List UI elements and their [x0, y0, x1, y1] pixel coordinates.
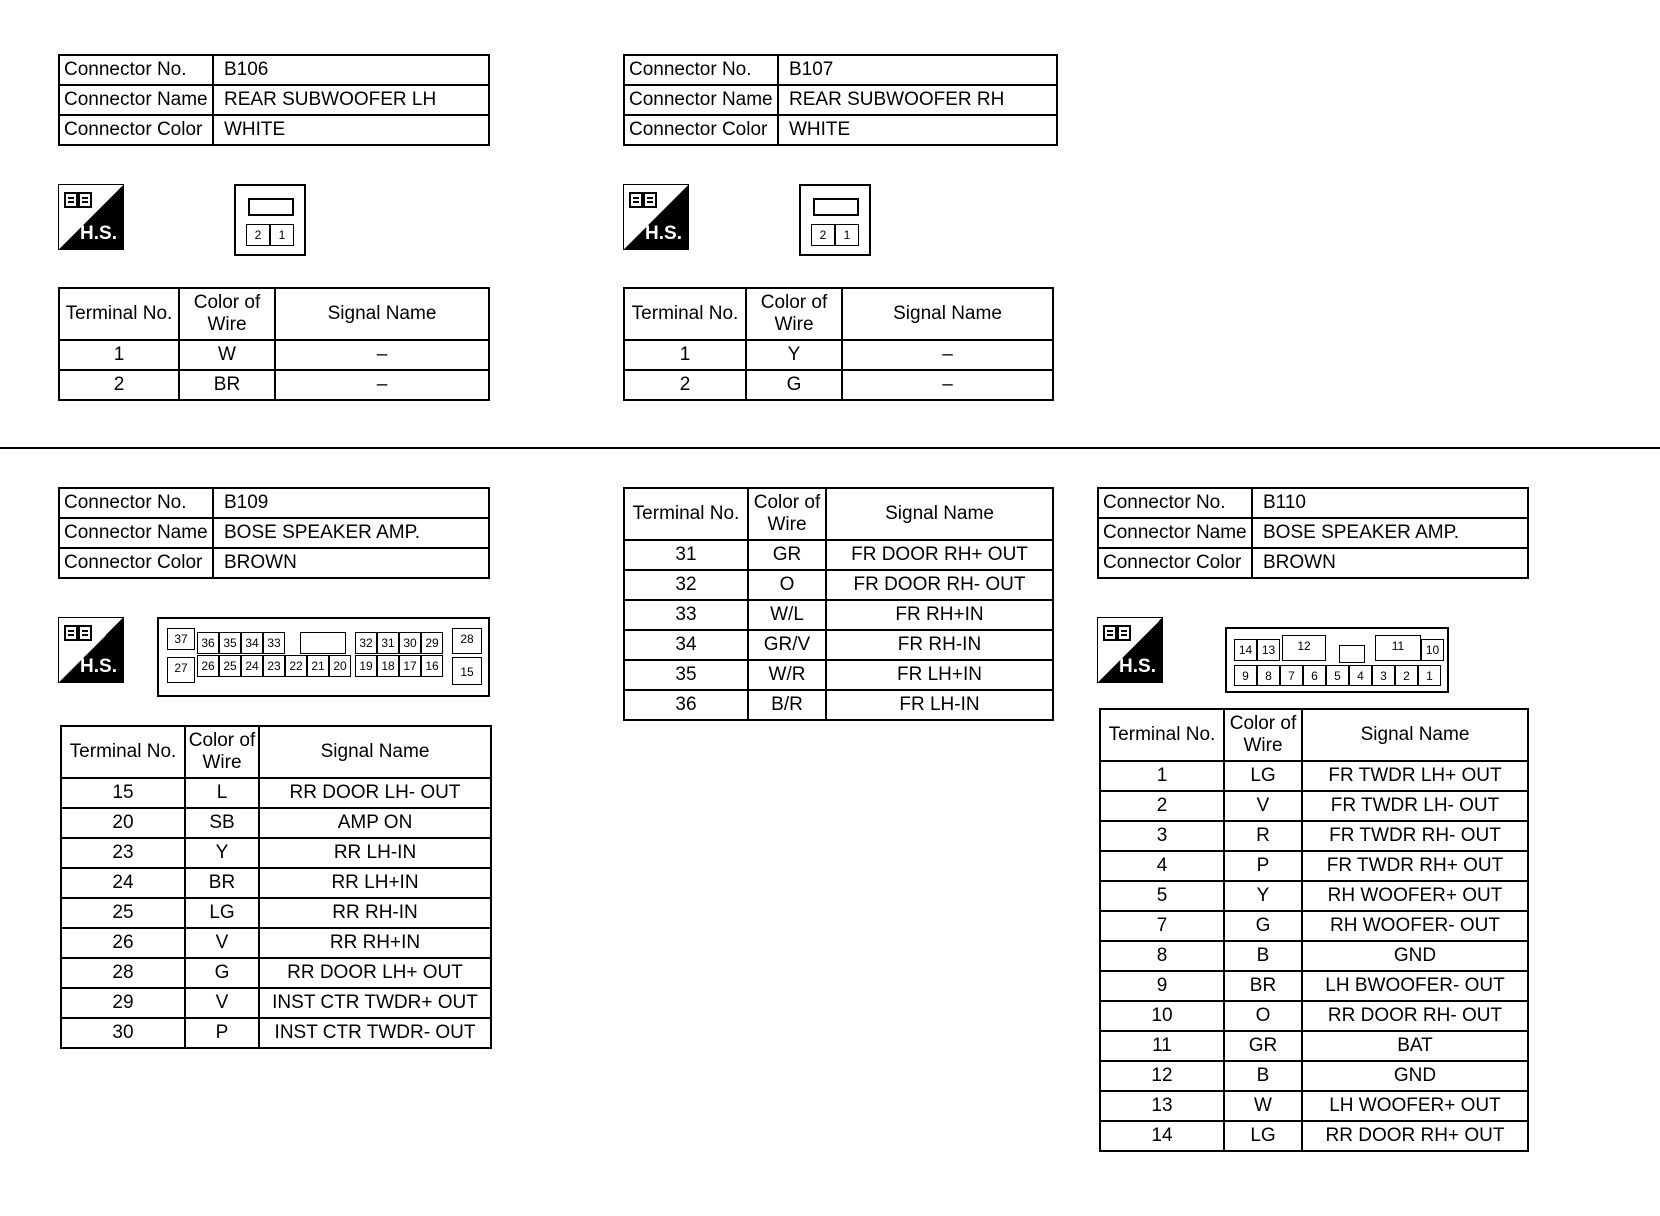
wire-color: B: [1224, 941, 1302, 971]
terminal-no: 2: [59, 370, 179, 400]
terminal-no: 28: [61, 958, 185, 988]
terminal-no: 8: [1100, 941, 1224, 971]
table-row: [624, 370, 1053, 400]
header-terminal-no: Terminal No.: [61, 726, 185, 778]
header-signal-name: Signal Name: [1302, 709, 1528, 761]
header-terminal-no: Terminal No.: [1100, 709, 1224, 761]
table-row: [624, 660, 1053, 690]
terminal-no: 12: [1100, 1061, 1224, 1091]
table-row: [1100, 1091, 1528, 1121]
b107-pin: 1: [835, 224, 859, 246]
terminal-no: 3: [1100, 821, 1224, 851]
signal-name: BAT: [1302, 1031, 1528, 1061]
terminal-no: 11: [1100, 1031, 1224, 1061]
b106-pin: 2: [246, 224, 270, 246]
wire-color: O: [1224, 1001, 1302, 1031]
label-connector-color: Connector Color: [1098, 548, 1252, 578]
label-connector-color: Connector Color: [624, 115, 778, 145]
b110-pin: 6: [1303, 665, 1326, 686]
b107-color: WHITE: [778, 115, 1057, 145]
b109-pin: 22: [285, 655, 307, 677]
b110-pin: 4: [1349, 665, 1372, 686]
table-row: [1100, 911, 1528, 941]
connector-glyph-icon: [64, 190, 96, 216]
table-row: [61, 988, 491, 1018]
b109-pin: 34: [241, 632, 263, 654]
wire-color: BR: [179, 370, 275, 400]
signal-name: FR DOOR RH+ OUT: [826, 540, 1053, 570]
table-row: [624, 570, 1053, 600]
label-connector-no: Connector No.: [59, 488, 213, 518]
b109-pin: 32: [355, 632, 377, 654]
terminal-no: 31: [624, 540, 748, 570]
b109-pin: 20: [329, 655, 351, 677]
signal-name: FR TWDR RH- OUT: [1302, 821, 1528, 851]
hs-label: H.S.: [80, 223, 117, 244]
b109-pin: 19: [355, 655, 377, 677]
signal-name: RR LH-IN: [259, 838, 491, 868]
signal-name: AMP ON: [259, 808, 491, 838]
terminal-no: 32: [624, 570, 748, 600]
wire-color: G: [746, 370, 842, 400]
wire-color: GR: [1224, 1031, 1302, 1061]
hs-label: H.S.: [645, 223, 682, 244]
b109-terminal-table-continued: [623, 487, 1054, 721]
table-row: [61, 778, 491, 808]
wire-color: BR: [185, 868, 259, 898]
signal-name: FR LH+IN: [826, 660, 1053, 690]
b109-pin: 27: [167, 657, 195, 683]
label-connector-no: Connector No.: [1098, 488, 1252, 518]
signal-name: RR LH+IN: [259, 868, 491, 898]
b109-pin: 26: [197, 655, 219, 677]
terminal-no: 5: [1100, 881, 1224, 911]
connector-glyph-icon: [629, 190, 661, 216]
signal-name: GND: [1302, 1061, 1528, 1091]
terminal-no: 1: [624, 340, 746, 370]
signal-name: LH BWOOFER- OUT: [1302, 971, 1528, 1001]
b109-pin: 30: [399, 632, 421, 654]
signal-name: RR RH-IN: [259, 898, 491, 928]
table-row: [1100, 1121, 1528, 1151]
b110-terminal-table: [1099, 708, 1529, 1152]
wire-color: P: [1224, 851, 1302, 881]
b106-terminal-table: [58, 287, 490, 401]
table-row: [1100, 881, 1528, 911]
header-signal-name: Signal Name: [826, 488, 1053, 540]
signal-name: RR DOOR LH+ OUT: [259, 958, 491, 988]
header-signal-name: Signal Name: [259, 726, 491, 778]
b110-pin: 13: [1257, 639, 1280, 661]
table-row: [1100, 761, 1528, 791]
header-terminal-no: Terminal No.: [624, 488, 748, 540]
b109-pin: 17: [399, 655, 421, 677]
header-color-of-wire: Color of Wire: [1224, 709, 1302, 761]
table-row: [61, 928, 491, 958]
table-row: [61, 808, 491, 838]
signal-name: –: [842, 370, 1053, 400]
b109-pin: 16: [421, 655, 443, 677]
terminal-no: 4: [1100, 851, 1224, 881]
b110-pin: 3: [1372, 665, 1395, 686]
signal-name: –: [275, 370, 489, 400]
b110-name: BOSE SPEAKER AMP.: [1252, 518, 1528, 548]
b109-pin: 28: [452, 628, 482, 654]
wire-color: GR: [748, 540, 826, 570]
b109-connector-face: [157, 617, 490, 697]
b107-pin: 2: [811, 224, 835, 246]
signal-name: FR TWDR RH+ OUT: [1302, 851, 1528, 881]
signal-name: RR DOOR RH+ OUT: [1302, 1121, 1528, 1151]
signal-name: –: [842, 340, 1053, 370]
wire-color: V: [185, 988, 259, 1018]
header-terminal-no: Terminal No.: [59, 288, 179, 340]
wire-color: G: [185, 958, 259, 988]
terminal-no: 13: [1100, 1091, 1224, 1121]
wire-color: Y: [1224, 881, 1302, 911]
b109-pin: 18: [377, 655, 399, 677]
b110-pin: 14: [1234, 639, 1257, 661]
b107-connector-info: [623, 54, 1058, 146]
b106-name: REAR SUBWOOFER LH: [213, 85, 489, 115]
wire-color: B: [1224, 1061, 1302, 1091]
b109-name: BOSE SPEAKER AMP.: [213, 518, 489, 548]
b109-pin: 31: [377, 632, 399, 654]
signal-name: INST CTR TWDR- OUT: [259, 1018, 491, 1048]
table-row: [1100, 1031, 1528, 1061]
label-connector-name: Connector Name: [1098, 518, 1252, 548]
signal-name: FR LH-IN: [826, 690, 1053, 720]
table-row: [1100, 821, 1528, 851]
terminal-no: 1: [1100, 761, 1224, 791]
wire-color: LG: [185, 898, 259, 928]
wire-color: O: [748, 570, 826, 600]
terminal-no: 1: [59, 340, 179, 370]
b106-connector-face: [234, 184, 306, 256]
wire-color: Y: [746, 340, 842, 370]
b110-pin: 5: [1326, 665, 1349, 686]
signal-name: RH WOOFER+ OUT: [1302, 881, 1528, 911]
wire-color: P: [185, 1018, 259, 1048]
table-row: [59, 340, 489, 370]
signal-name: RR DOOR LH- OUT: [259, 778, 491, 808]
wire-color: R: [1224, 821, 1302, 851]
b110-pin: 2: [1395, 665, 1418, 686]
wire-color: W/R: [748, 660, 826, 690]
label-connector-no: Connector No.: [624, 55, 778, 85]
header-color-of-wire: Color of Wire: [746, 288, 842, 340]
b107-connector-face: [799, 184, 871, 256]
terminal-no: 30: [61, 1018, 185, 1048]
b107-no: B107: [778, 55, 1057, 85]
b110-connector-info: [1097, 487, 1529, 579]
b109-no: B109: [213, 488, 489, 518]
b106-color: WHITE: [213, 115, 489, 145]
table-row: [59, 370, 489, 400]
wire-color: B/R: [748, 690, 826, 720]
header-signal-name: Signal Name: [275, 288, 489, 340]
b109-pin: 29: [421, 632, 443, 654]
hs-harness-side-icon: [623, 184, 689, 250]
terminal-no: 26: [61, 928, 185, 958]
terminal-no: 23: [61, 838, 185, 868]
label-connector-name: Connector Name: [624, 85, 778, 115]
terminal-no: 15: [61, 778, 185, 808]
wire-color: GR/V: [748, 630, 826, 660]
b110-pin: 10: [1421, 639, 1444, 661]
b106-pin: 1: [270, 224, 294, 246]
connector-key-slot: [1339, 645, 1365, 663]
b110-pin: 12: [1282, 635, 1326, 661]
b110-no: B110: [1252, 488, 1528, 518]
connector-lock-tab: [813, 198, 859, 216]
header-signal-name: Signal Name: [842, 288, 1053, 340]
signal-name: FR RH+IN: [826, 600, 1053, 630]
table-row: [624, 340, 1053, 370]
b107-name: REAR SUBWOOFER RH: [778, 85, 1057, 115]
table-row: [624, 540, 1053, 570]
terminal-no: 29: [61, 988, 185, 1018]
b109-pin: 33: [263, 632, 285, 654]
table-row: [624, 600, 1053, 630]
table-row: [1100, 1061, 1528, 1091]
table-row: [61, 838, 491, 868]
wire-color: W: [179, 340, 275, 370]
signal-name: LH WOOFER+ OUT: [1302, 1091, 1528, 1121]
b109-terminal-table: [60, 725, 492, 1049]
b106-connector-info: [58, 54, 490, 146]
b110-pin: 1: [1418, 665, 1441, 686]
b109-connector-info: [58, 487, 490, 579]
hs-harness-side-icon: [58, 617, 124, 683]
terminal-no: 10: [1100, 1001, 1224, 1031]
label-connector-name: Connector Name: [59, 518, 213, 548]
terminal-no: 24: [61, 868, 185, 898]
table-row: [61, 1018, 491, 1048]
b109-pin: 25: [219, 655, 241, 677]
table-row: [1100, 1001, 1528, 1031]
b109-pin: 36: [197, 632, 219, 654]
connector-glyph-icon: [64, 623, 96, 649]
hs-harness-side-icon: [58, 184, 124, 250]
label-connector-color: Connector Color: [59, 115, 213, 145]
wire-color: W: [1224, 1091, 1302, 1121]
signal-name: FR DOOR RH- OUT: [826, 570, 1053, 600]
b109-pin: 24: [241, 655, 263, 677]
b109-pin: 23: [263, 655, 285, 677]
hs-label: H.S.: [80, 656, 117, 677]
terminal-no: 34: [624, 630, 748, 660]
b109-pin: 21: [307, 655, 329, 677]
b109-pin: 35: [219, 632, 241, 654]
wire-color: BR: [1224, 971, 1302, 1001]
terminal-no: 9: [1100, 971, 1224, 1001]
signal-name: GND: [1302, 941, 1528, 971]
b109-pin: 37: [167, 628, 195, 650]
header-color-of-wire: Color of Wire: [179, 288, 275, 340]
b110-pin: 7: [1280, 665, 1303, 686]
hs-harness-side-icon: [1097, 617, 1163, 683]
b110-pin: 11: [1375, 635, 1421, 661]
wire-color: Y: [185, 838, 259, 868]
table-row: [61, 898, 491, 928]
section-divider: [0, 447, 1660, 449]
table-row: [1100, 791, 1528, 821]
header-color-of-wire: Color of Wire: [748, 488, 826, 540]
wire-color: V: [185, 928, 259, 958]
b110-pin: 9: [1234, 665, 1257, 686]
wire-color: SB: [185, 808, 259, 838]
table-row: [1100, 941, 1528, 971]
wire-color: V: [1224, 791, 1302, 821]
table-row: [61, 958, 491, 988]
b106-no: B106: [213, 55, 489, 85]
b107-terminal-table: [623, 287, 1054, 401]
connector-lock-tab: [248, 198, 294, 216]
connector-key-slot: [300, 632, 346, 654]
signal-name: RR DOOR RH- OUT: [1302, 1001, 1528, 1031]
signal-name: FR TWDR LH- OUT: [1302, 791, 1528, 821]
label-connector-no: Connector No.: [59, 55, 213, 85]
terminal-no: 25: [61, 898, 185, 928]
wire-color: LG: [1224, 761, 1302, 791]
signal-name: RR RH+IN: [259, 928, 491, 958]
connector-glyph-icon: [1103, 623, 1135, 649]
terminal-no: 36: [624, 690, 748, 720]
label-connector-name: Connector Name: [59, 85, 213, 115]
header-color-of-wire: Color of Wire: [185, 726, 259, 778]
signal-name: FR RH-IN: [826, 630, 1053, 660]
signal-name: INST CTR TWDR+ OUT: [259, 988, 491, 1018]
table-row: [624, 630, 1053, 660]
signal-name: RH WOOFER- OUT: [1302, 911, 1528, 941]
b110-color: BROWN: [1252, 548, 1528, 578]
wire-color: LG: [1224, 1121, 1302, 1151]
terminal-no: 35: [624, 660, 748, 690]
b110-connector-face: [1225, 627, 1449, 693]
signal-name: –: [275, 340, 489, 370]
table-row: [624, 690, 1053, 720]
terminal-no: 20: [61, 808, 185, 838]
b109-pin: 15: [452, 657, 482, 685]
table-row: [61, 868, 491, 898]
terminal-no: 7: [1100, 911, 1224, 941]
wire-color: G: [1224, 911, 1302, 941]
terminal-no: 2: [1100, 791, 1224, 821]
wire-color: W/L: [748, 600, 826, 630]
b110-pin: 8: [1257, 665, 1280, 686]
terminal-no: 14: [1100, 1121, 1224, 1151]
table-row: [1100, 971, 1528, 1001]
terminal-no: 2: [624, 370, 746, 400]
hs-label: H.S.: [1119, 656, 1156, 677]
terminal-no: 33: [624, 600, 748, 630]
signal-name: FR TWDR LH+ OUT: [1302, 761, 1528, 791]
label-connector-color: Connector Color: [59, 548, 213, 578]
b109-color: BROWN: [213, 548, 489, 578]
header-terminal-no: Terminal No.: [624, 288, 746, 340]
table-row: [1100, 851, 1528, 881]
wire-color: L: [185, 778, 259, 808]
